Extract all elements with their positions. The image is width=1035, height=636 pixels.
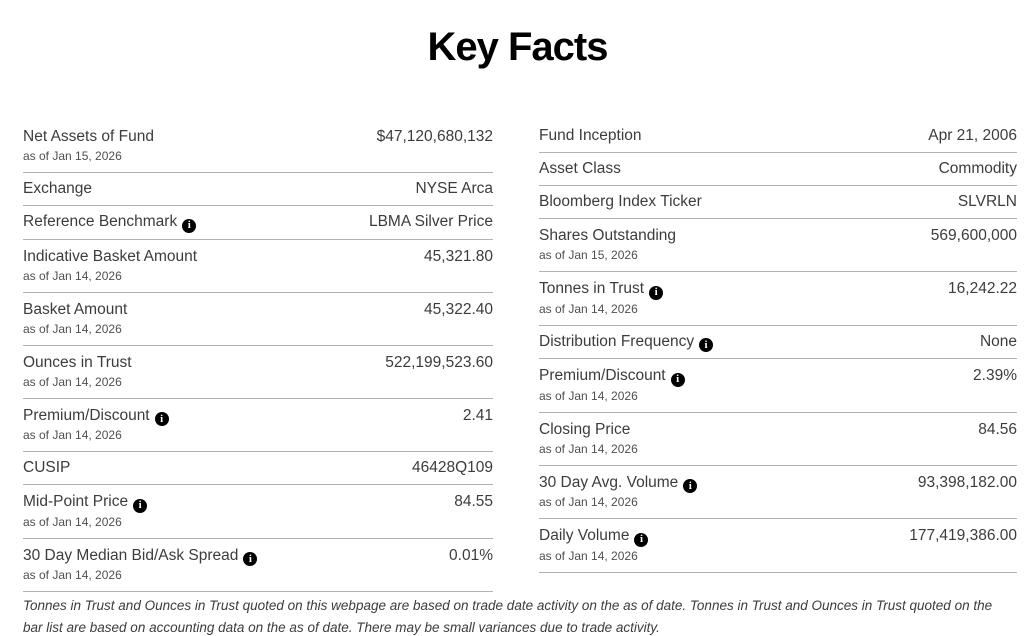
fact-as-of-date: as of Jan 15, 2026 bbox=[23, 149, 122, 163]
key-fact-main bbox=[539, 420, 966, 457]
fact-label: CUSIP bbox=[23, 459, 71, 476]
fact-value: 522,199,523.60 bbox=[385, 353, 493, 371]
key-fact-label-line bbox=[23, 546, 437, 567]
key-fact-row bbox=[539, 519, 1017, 573]
key-fact-row bbox=[539, 466, 1017, 520]
info-icon[interactable]: i bbox=[649, 286, 663, 300]
info-icon[interactable]: i bbox=[683, 479, 697, 493]
key-fact-main bbox=[539, 526, 897, 564]
key-fact-label-line bbox=[539, 159, 927, 179]
fact-value: Apr 21, 2006 bbox=[928, 127, 1017, 144]
info-icon[interactable]: i bbox=[671, 373, 685, 387]
fact-as-of-date: as of Jan 14, 2026 bbox=[539, 495, 638, 509]
key-fact-label-line bbox=[539, 332, 968, 353]
key-fact-main bbox=[539, 279, 936, 317]
fact-value: 177,419,386.00 bbox=[909, 527, 1017, 544]
key-fact-label-line bbox=[23, 300, 412, 320]
fact-value: 93,398,182.00 bbox=[917, 473, 1017, 491]
fact-as-of-date: as of Jan 15, 2026 bbox=[539, 248, 638, 262]
key-fact-main bbox=[23, 212, 357, 233]
fact-value: None bbox=[979, 332, 1017, 350]
fact-label: Mid-Point Price bbox=[23, 493, 129, 510]
fact-value: 2.41 bbox=[462, 406, 493, 424]
key-fact-row bbox=[539, 413, 1017, 466]
fact-value: Commodity bbox=[938, 160, 1017, 177]
key-fact-label-line bbox=[23, 492, 442, 513]
fact-label: Basket Amount bbox=[23, 300, 128, 318]
key-fact-row bbox=[23, 240, 493, 293]
key-fact-row bbox=[23, 206, 493, 240]
fact-label: Fund Inception bbox=[539, 127, 642, 144]
info-icon[interactable]: i bbox=[634, 533, 648, 547]
fact-as-of-date: as of Jan 14, 2026 bbox=[539, 301, 638, 316]
key-fact-label-line bbox=[539, 526, 897, 547]
fact-as-of-date: as of Jan 14, 2026 bbox=[539, 388, 638, 403]
fact-value: 45,321.80 bbox=[424, 247, 493, 265]
fact-as-of-date: as of Jan 14, 2026 bbox=[23, 514, 122, 529]
fact-label: Tonnes in Trust bbox=[539, 280, 645, 297]
key-fact-main bbox=[23, 353, 373, 390]
info-icon[interactable]: i bbox=[182, 219, 196, 233]
key-fact-row bbox=[539, 326, 1017, 360]
fact-as-of-date: as of Jan 14, 2026 bbox=[23, 321, 122, 336]
key-fact-main bbox=[539, 226, 919, 263]
fact-label: Shares Outstanding bbox=[539, 227, 677, 244]
fact-value: 569,600,000 bbox=[930, 227, 1017, 244]
key-facts-table bbox=[23, 120, 1017, 592]
footnote-text: Tonnes in Trust and Ounces in Trust quoted on this webpage are based on trade date activity on the as of date. Tonnes in Trust and Ounces in Trust quoted on the bar list are based on accounting data on the as of date. There may be small variances due to trade activity. bbox=[23, 598, 993, 635]
key-fact-row bbox=[539, 153, 1017, 186]
key-fact-label-line bbox=[23, 179, 403, 199]
key-fact-label-line bbox=[23, 458, 400, 478]
key-fact-main bbox=[539, 192, 946, 212]
key-fact-row bbox=[23, 485, 493, 539]
fact-value: 0.01% bbox=[449, 546, 493, 564]
key-fact-label-line bbox=[539, 226, 919, 246]
fact-label: Bloomberg Index Ticker bbox=[539, 193, 702, 210]
fact-label: Premium/Discount bbox=[23, 406, 150, 424]
key-fact-row bbox=[23, 399, 493, 453]
fact-label: Daily Volume bbox=[539, 527, 630, 544]
key-fact-main bbox=[23, 458, 400, 478]
fact-label: Ounces in Trust bbox=[23, 353, 132, 371]
fact-value: 84.55 bbox=[454, 493, 493, 510]
fact-label: Net Assets of Fund bbox=[23, 128, 154, 145]
info-icon[interactable]: i bbox=[133, 499, 147, 513]
info-icon[interactable]: i bbox=[243, 552, 257, 566]
fact-value: NYSE Arca bbox=[415, 180, 493, 197]
key-fact-main bbox=[539, 126, 916, 146]
fact-label: Exchange bbox=[23, 180, 92, 197]
fact-label: Asset Class bbox=[539, 160, 621, 177]
fact-as-of-date: as of Jan 14, 2026 bbox=[23, 568, 122, 582]
page-title: Key Facts bbox=[427, 25, 608, 69]
key-fact-label-line bbox=[23, 406, 451, 427]
info-icon[interactable]: i bbox=[699, 338, 713, 352]
key-fact-label-line bbox=[23, 353, 373, 373]
info-icon[interactable]: i bbox=[155, 412, 169, 426]
key-fact-label-line bbox=[539, 366, 961, 387]
fact-value: SLVRLN bbox=[957, 193, 1017, 210]
fact-as-of-date: as of Jan 14, 2026 bbox=[23, 374, 122, 389]
key-fact-row bbox=[23, 452, 493, 485]
fact-as-of-date: as of Jan 14, 2026 bbox=[23, 268, 122, 283]
key-fact-main bbox=[539, 332, 968, 353]
fact-value: LBMA Silver Price bbox=[368, 213, 493, 230]
key-fact-label-line bbox=[23, 127, 365, 147]
fact-value: 45,322.40 bbox=[424, 300, 493, 318]
key-fact-label-line bbox=[539, 192, 946, 212]
key-facts-column-right bbox=[539, 120, 1017, 592]
key-fact-main bbox=[539, 366, 961, 404]
key-fact-main bbox=[23, 300, 412, 337]
key-fact-main bbox=[23, 492, 442, 530]
fact-label: 30 Day Avg. Volume bbox=[539, 473, 679, 491]
key-fact-label-line bbox=[23, 247, 412, 267]
fact-label: Indicative Basket Amount bbox=[23, 247, 198, 265]
key-fact-main bbox=[23, 179, 403, 199]
key-fact-main bbox=[23, 127, 365, 164]
key-fact-label-line bbox=[539, 279, 936, 300]
fact-value: 46428Q109 bbox=[411, 459, 493, 476]
fact-as-of-date: as of Jan 14, 2026 bbox=[23, 428, 122, 442]
key-fact-row bbox=[539, 186, 1017, 219]
key-fact-label-line bbox=[23, 212, 357, 233]
fact-as-of-date: as of Jan 14, 2026 bbox=[539, 441, 638, 456]
key-fact-row bbox=[23, 293, 493, 346]
key-fact-label-line bbox=[539, 473, 906, 494]
fact-label: Closing Price bbox=[539, 420, 631, 438]
key-fact-main bbox=[23, 247, 412, 284]
key-fact-main bbox=[23, 546, 437, 584]
key-fact-row bbox=[539, 272, 1017, 326]
fact-label: Reference Benchmark bbox=[23, 213, 178, 230]
key-fact-row bbox=[23, 120, 493, 173]
fact-label: Premium/Discount bbox=[539, 367, 666, 384]
fact-value: $47,120,680,132 bbox=[376, 128, 493, 145]
key-fact-row bbox=[23, 539, 493, 593]
key-fact-row bbox=[23, 173, 493, 206]
fact-label: 30 Day Median Bid/Ask Spread bbox=[23, 546, 239, 564]
key-fact-main bbox=[23, 406, 451, 444]
key-facts-column-left bbox=[23, 120, 493, 592]
key-fact-row bbox=[23, 346, 493, 399]
key-fact-row bbox=[539, 359, 1017, 413]
key-fact-row bbox=[539, 219, 1017, 272]
key-fact-main bbox=[539, 159, 927, 179]
key-fact-label-line bbox=[539, 126, 916, 146]
fact-value: 84.56 bbox=[978, 420, 1017, 438]
fact-value: 16,242.22 bbox=[948, 280, 1017, 297]
fact-as-of-date: as of Jan 14, 2026 bbox=[539, 548, 638, 563]
key-fact-label-line bbox=[539, 420, 966, 440]
fact-label: Distribution Frequency bbox=[539, 332, 695, 350]
key-fact-main bbox=[539, 473, 906, 511]
key-fact-row bbox=[539, 120, 1017, 153]
fact-value: 2.39% bbox=[973, 367, 1017, 384]
